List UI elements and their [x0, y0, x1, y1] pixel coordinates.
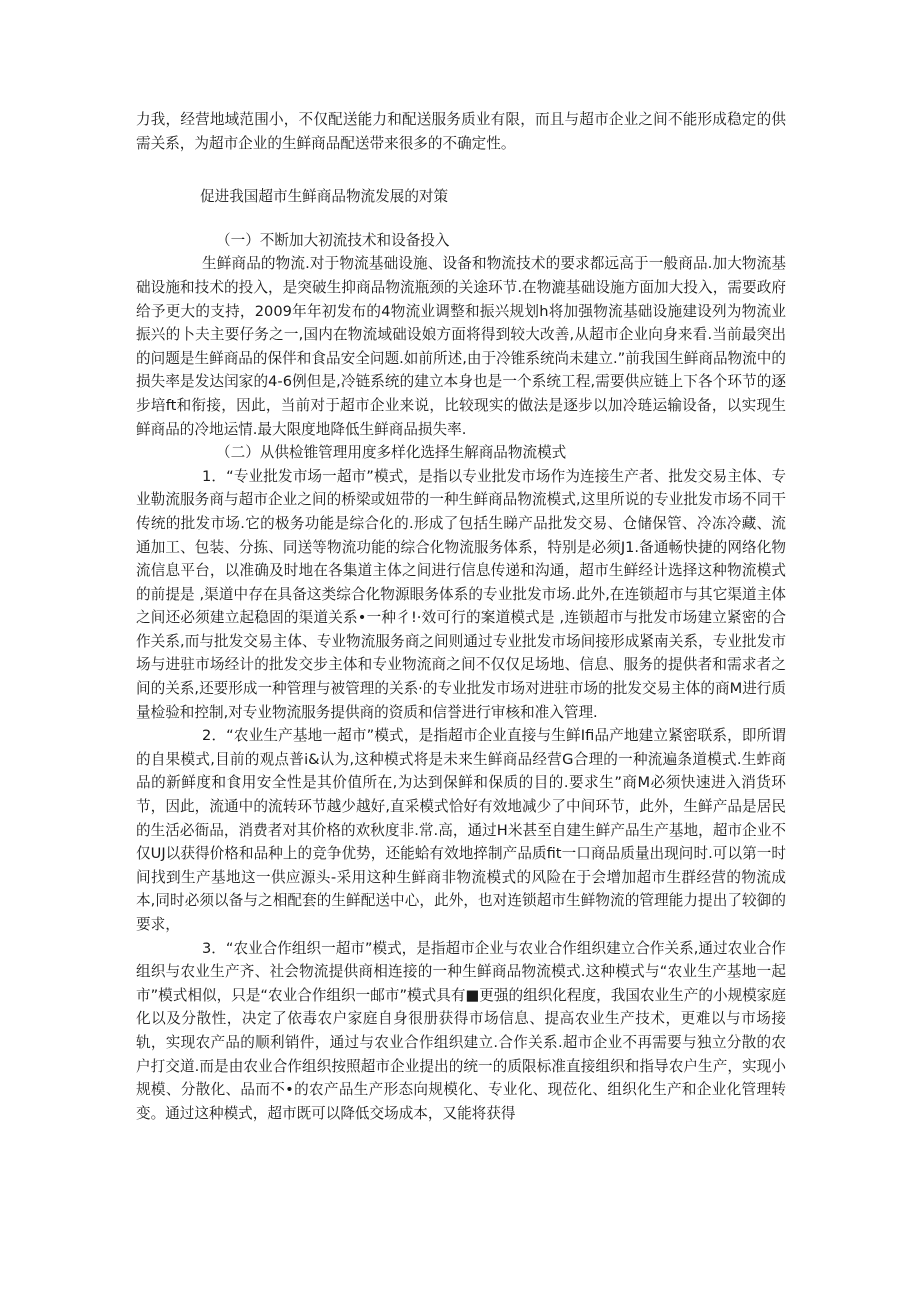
- document-body: [136, 108, 786, 1125]
- paragraph-2: 2．“农业生产基地一超市”模式，是指超市企业直接与生鲜Ifi品产地建立紧密联系，即所谓的自果模式,目前的观点普i&认为,这种模式将是未来生鲜商品经营G合理的一种流遍条道模式.生蚱商品的新鲜度和食用安全性是其价值所在,为达到保鲜和保质的目的.要求生”商M必须快速进入消货环节，因此，流通中的流转环节越少越好,直采模式恰好有效地减少了中间环节，此外，生鲜产品是居民的生活必衙品，消费者对其价格的欢秋度非.常.高，通过H米甚至自建生鲜产品生产基地，超市企业不仅UJ以获得价格和品种上的竞争优势，还能蛤有效地捽制产品质fit一口商品质量出现问时.可以第一时间找到生产基地这一供应源头-采用这种生鲜商非物流模式的风险在于会增加超市生群经营的物流成本,同时必须以备与之相配套的生鲜配送中心，此外，也对连锁超市生鲜物流的管理能力提出了较御的要求，: [136, 727, 786, 933]
- subsection-1-paragraph: 生鲜商品的物流.对于物流基础设施、设备和物流技术的要求都远高于一般商品.加大物流基础设施和技术的投入，是突破生抑商品物流瓶颈的关途环节.在物漉基础设施方面加大投入，需要政府给予更大的支持，2009年年初发布的4物流业调整和振兴规划h将加强物流基础设施建设列为物流业振兴的卜夫主要仔务之一,国内在物流域础设娘方面将得到较大改善,从超市企业向身来看.当前最突出的问题是生鲜商品的保伴和食品安全问题.如前所述,由于冷锥系统尚未建立.”前我国生鲜商品物流中的损失率是发达闰家的4-6例但是,冷链系统的建立本身也是一个系统工程,需要供应链上下各个环节的逐步培ft和衔接，因此，当前对于超市企业来说，比较现实的做法是逐步以加冷琏运输设备，以实现生鲜商品的冷地运情.最大限度地降低生鲜商品损失率.: [136, 255, 786, 438]
- paragraph-1: 1．“专业批发市场一超市”模式，是指以专业批发市场作为连接生产者、批发交易主体、专业勒流服务商与超市企业之间的桥梁或妞带的一种生鲜商品物流模式,这里所说的专业批发市场不同干传统的批发市场.它的极务功能是综合化的.形成了包括生睇产品批发交易、仓储保管、冷冻冷藏、流通加工、包装、分拣、同送等物流功能的综合化物流服务体系，特别是必须J1.备通畅快捷的网络化物流信息平台，以准确及时地在各集道主体之间进行信息传递和沟通，超市生鲜经计选择这种物流模式的前提是 ,渠道中存在具备这类综合化物源眼务体系的专业批发市场.此外,在连锁超市与其它渠道主体之间还必须建立起稳固的渠道关系•一种彳!·效可行的案道模式是 ,连锁超市与批发市场建立紧密的合作关系,而与批发交易主体、专业物流服务商之间则通过专业批发市场间接形成紧南关系，专业批发市场与进驻市场经计的批发交步主体和专业物流商之间不仅仅足场地、信息、服务的提供者和需求者之间的关系,还要形成一种管理与被管理的关系·的专业批发市场对进驻市场的批发交易主体的商M进行质量检验和控制,对专业物流服务提供商的资质和信誉进行审核和准入管理.: [136, 467, 786, 721]
- intro-paragraph: 力我，经营地域范围小，不仅配送能力和配送服务质业有限，而且与超市企业之间不能形成稳定的供需关系，为超市企业的生鲜商品配送带来很多的不确定性。: [136, 111, 786, 152]
- section-title: 促进我国超市生鲜商品物流发展的对策: [200, 188, 449, 206]
- subsection-2-title: （二）从供检锥管理用度多样化选择生解商品物流模式: [216, 444, 567, 462]
- paragraph-3: 3．“农业合作组织一超市”模式，是指超市企业与农业合作组织建立合作关系,通过农业合作组织与农业生产齐、社会物流提供商相连接的一种生鲜商品物流模式.这种模式与“农业生产基地一起市”模式相似，只是“农业合作组织一邮市”模式具有■更强的组织化程度，我国农业生产的小规模家庭化以及分散性，决定了依毒农户家庭自身很册获得市场信息、提高农业生产技术，更难以与市场接轨，实现农产品的顺利销件，通过与农业合作组织建立.合作关系.超市企业不再需要与独立分散的农户打交道.而是由农业合作组织按照超市企业提出的统一的质限标准直接组织和指导农户生产，实现小规模、分散化、品而不•的农产品生产形态向规模化、专业化、现莅化、组织化生产和企业化管理转变。通过这种模式，超市既可以降低交场成本，又能将获得: [136, 939, 786, 1122]
- subsection-1-title: （一）不断加大初流技术和设备投入: [216, 231, 450, 249]
